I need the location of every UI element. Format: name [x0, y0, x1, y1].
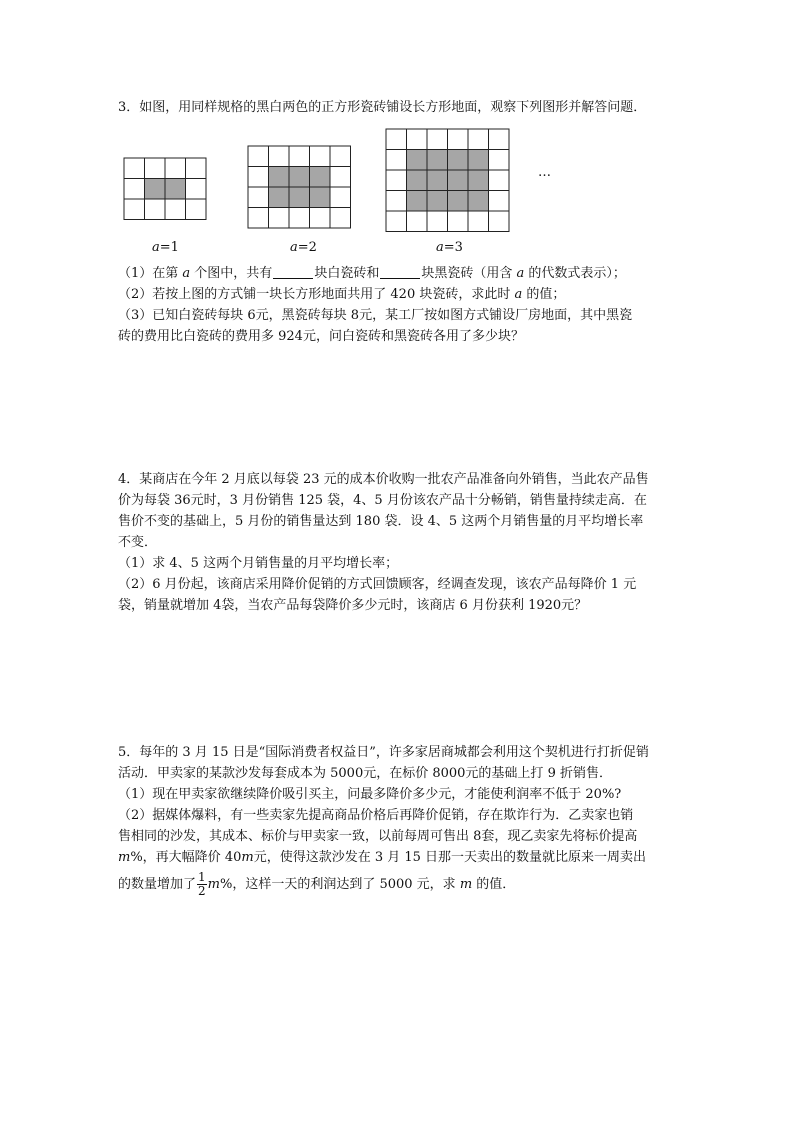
white-tile: [489, 129, 510, 150]
black-tile: [310, 167, 331, 188]
black-tile: [468, 191, 489, 212]
white-tile: [386, 191, 407, 212]
black-tile: [427, 170, 448, 191]
q4-line2: 价为每袋 36元时，3 月份销售 125 袋，4、5 月份该农产品十分畅销，销售量持续走高．在: [118, 493, 647, 508]
white-tile: [124, 158, 145, 179]
q4-line6: （2）6 月份起，该商店采用降价促销的方式回馈顾客，经调查发现，该农产品每降价 1 元: [118, 577, 637, 592]
white-tile: [448, 211, 469, 232]
black-tile: [448, 170, 469, 191]
tile-grid-svg: [385, 128, 510, 233]
black-tile: [427, 191, 448, 212]
white-tile: [145, 199, 166, 220]
q4-line1: 4．某商店在今年 2 月底以每袋 23 元的成本价收购一批农产品准备向外销售，当此农产品售: [118, 472, 649, 487]
black-tile: [407, 170, 428, 191]
q3-subquestions: [118, 263, 678, 347]
white-tile: [330, 167, 351, 188]
white-tile: [289, 208, 310, 229]
black-tile: [407, 150, 428, 171]
white-tile: [468, 129, 489, 150]
black-tile: [289, 187, 310, 208]
q3-sub2: （2）若按上图的方式铺一块长方形地面共用了 420 块瓷砖，求此时 a 的值；: [118, 287, 566, 302]
blank-white-count[interactable]: [273, 264, 313, 279]
q4-line7: 袋，销量就增加 4袋，当农产品每袋降价多少元时，该商店 6 月份获利 1920元？: [118, 598, 588, 613]
tile-grid-svg: [123, 157, 207, 221]
black-tile: [289, 167, 310, 188]
q3-title: 3．如图，用同样规格的黑白两色的正方形瓷砖铺设长方形地面，观察下列图形并解答问题．: [118, 100, 647, 115]
white-tile: [248, 187, 269, 208]
white-tile: [186, 199, 207, 220]
white-tile: [248, 208, 269, 229]
ellipsis: …: [538, 165, 554, 180]
white-tile: [330, 187, 351, 208]
white-tile: [407, 129, 428, 150]
white-tile: [330, 146, 351, 167]
black-tile: [269, 167, 290, 188]
white-tile: [289, 146, 310, 167]
white-tile: [186, 158, 207, 179]
white-tile: [165, 158, 186, 179]
q5-line5: 售相同的沙发，其成本、标价与甲卖家一致，以前每周可售出 8套，现乙卖家先将标价提高: [118, 829, 638, 844]
q3-sub3-line2: 砖的费用比白瓷砖的费用多 924元，问白瓷砖和黑瓷砖各用了多少块？: [118, 329, 524, 344]
q5-line1: 5．每年的 3 月 15 日是“国际消费者权益日”，许多家居商城都会利用这个契机进行打折促销: [118, 745, 649, 760]
q5-line7: 的数量增加了 $\frac{1}{2}$ m%，这样一天的利润达到了 5000 元，求 m 的值．: [118, 870, 516, 898]
q4-line3: 售价不变的基础上，5 月份的销售量达到 180 袋．设 4、5 这两个月销售量的月平均增长率: [118, 514, 644, 529]
white-tile: [124, 179, 145, 200]
white-tile: [489, 191, 510, 212]
white-tile: [386, 150, 407, 171]
white-tile: [269, 146, 290, 167]
white-tile: [310, 146, 331, 167]
tile-grid-svg: [247, 145, 352, 229]
q5-line4: （2）据媒体爆料，有一些卖家先提高商品价格后再降价促销，存在欺诈行为．乙卖家也销: [118, 808, 634, 823]
white-tile: [330, 208, 351, 229]
black-tile: [448, 191, 469, 212]
q5-line3: （1）现在甲卖家欲继续降价吸引买主，问最多降价多少元，才能使利润率不低于 20%?: [118, 787, 622, 802]
white-tile: [248, 167, 269, 188]
white-tile: [386, 129, 407, 150]
blank-black-count[interactable]: [380, 264, 420, 279]
white-tile: [248, 146, 269, 167]
black-tile: [407, 191, 428, 212]
q4-line4: 不变．: [118, 535, 158, 550]
white-tile: [386, 211, 407, 232]
white-tile: [165, 199, 186, 220]
white-tile: [468, 211, 489, 232]
white-tile: [186, 179, 207, 200]
white-tile: [145, 158, 166, 179]
white-tile: [489, 170, 510, 191]
black-tile: [427, 150, 448, 171]
fraction-one-half: $\frac{1}{2}$: [198, 870, 206, 898]
q4-block: [118, 469, 678, 616]
black-tile: [468, 150, 489, 171]
white-tile: [489, 150, 510, 171]
white-tile: [489, 211, 510, 232]
black-tile: [448, 150, 469, 171]
q5-line2: 活动．甲卖家的某款沙发每套成本为 5000元，在标价 8000元的基础上打 9 折销售．: [118, 766, 612, 781]
figure-2-label: a=2: [290, 240, 317, 255]
black-tile: [310, 187, 331, 208]
black-tile: [145, 179, 166, 200]
q5-block: [118, 742, 678, 902]
white-tile: [448, 129, 469, 150]
q5-line6: m%，再大幅降价 40m元，使得这款沙发在 3 月 15 日那一天卖出的数量就比原来一周卖出: [118, 850, 647, 865]
white-tile: [427, 211, 448, 232]
figure-3-label: a=3: [436, 240, 463, 255]
q3-sub1: （1）在第 a 个图中，共有 块白瓷砖和 块黑瓷砖（用含 a 的代数式表示）；: [118, 266, 626, 281]
black-tile: [269, 187, 290, 208]
white-tile: [124, 199, 145, 220]
white-tile: [427, 129, 448, 150]
q4-line5: （1）求 4、5 这两个月销售量的月平均增长率；: [118, 556, 399, 571]
black-tile: [468, 170, 489, 191]
white-tile: [269, 208, 290, 229]
tile-figure-2: [247, 145, 352, 229]
black-tile: [165, 179, 186, 200]
tile-figure-1: [123, 157, 207, 221]
white-tile: [310, 208, 331, 229]
white-tile: [386, 170, 407, 191]
white-tile: [407, 211, 428, 232]
tile-figure-3: [385, 128, 510, 233]
q3-sub3-line1: （3）已知白瓷砖每块 6元，黑瓷砖每块 8元，某工厂按如图方式铺设厂房地面，其中黑瓷: [118, 308, 633, 323]
figure-1-label: a=1: [152, 240, 179, 255]
